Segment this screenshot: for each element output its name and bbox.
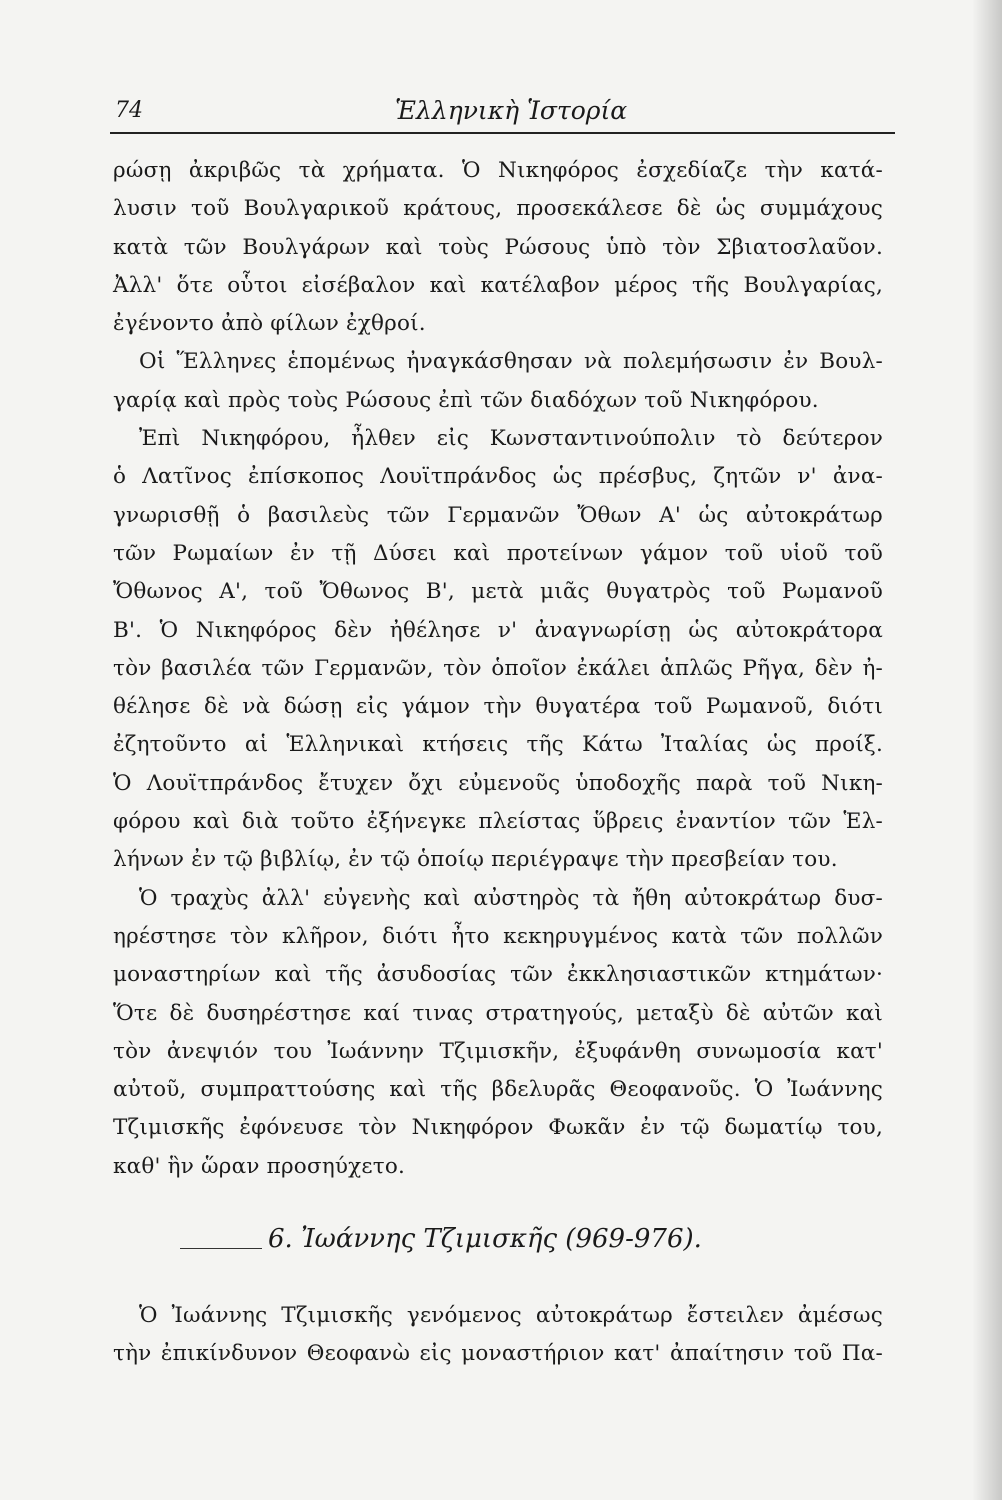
text-line: ηρέστησε τὸν κλῆρον, διότι ἦτο κεκηρυγμένος κατὰ τῶν πολλῶν [113, 923, 883, 949]
main-text [113, 152, 883, 1186]
text-line: κατὰ τῶν Βουλγάρων καὶ τοὺς Ρώσους ὑπὸ τὸν Σβιατοσλαῦον. [113, 234, 883, 260]
section-heading [180, 1220, 780, 1264]
text-line: μοναστηρίων καὶ τῆς ἀσυδοσίας τῶν ἐκκλησιαστικῶν κτημάτων· [113, 962, 883, 988]
page-header [115, 92, 885, 132]
text-line: Β'. Ὁ Νικηφόρος δὲν ἠθέλησε ν' ἀναγνωρίσῃ ὡς αὐτοκράτορα [113, 617, 883, 643]
text-line: τῶν Ρωμαίων ἐν τῇ Δύσει καὶ προτείνων γάμον τοῦ υἱοῦ τοῦ [113, 540, 883, 566]
text-line: Ὁ Ἰωάννης Τζιμισκῆς γενόμενος αὐτοκράτωρ ἔστειλεν ἀμέσως [139, 1303, 883, 1328]
running-title: Ἑλληνικὴ Ἱστορία [395, 96, 628, 125]
text-line: τὴν ἐπικίνδυνον Θεοφανὼ εἰς μοναστήριον κατ' ἀπαίτησιν τοῦ Πα- [113, 1341, 883, 1367]
heading-rule [180, 1248, 262, 1249]
text-line: γαρίᾳ καὶ πρὸς τοὺς Ρώσους ἐπὶ τῶν διαδόχων τοῦ Νικηφόρου. [113, 387, 819, 413]
text-line: Ὁ τραχὺς ἀλλ' εὐγενὴς καὶ αὐστηρὸς τὰ ἤθη αὐτοκράτωρ δυσ- [139, 885, 883, 911]
text-line: καθ' ἣν ὥραν προσηύχετο. [113, 1153, 406, 1179]
text-line: λήνων ἐν τῷ βιβλίῳ, ἐν τῷ ὁποίῳ περιέγραψε τὴν πρεσβείαν του. [113, 847, 838, 873]
page-number: 74 [115, 98, 143, 123]
text-line: αὐτοῦ, συμπραττούσης καὶ τῆς βδελυρᾶς Θεοφανοῦς. Ὁ Ἰωάννης [113, 1077, 883, 1103]
text-line: γνωρισθῇ ὁ βασιλεὺς τῶν Γερμανῶν Ὄθων Α' ὡς αὐτοκράτωρ [113, 502, 883, 528]
text-line: τὸν ἀνεψιόν του Ἰωάννην Τζιμισκῆν, ἐξυφάνθη συνωμοσία κατ' [113, 1038, 883, 1064]
text-line: ρώσῃ ἀκριβῶς τὰ χρήματα. Ὁ Νικηφόρος ἐσχεδίαζε τὴν κατά- [113, 158, 883, 183]
text-line: ἐγένοντο ἀπὸ φίλων ἐχθροί. [113, 311, 426, 337]
text-line: ἐζητοῦντο αἱ Ἑλληνικαὶ κτήσεις τῆς Κάτω Ἰταλίας ὡς προίξ. [113, 732, 883, 758]
section-text [113, 1297, 883, 1374]
text-line: ὁ Λατῖνος ἐπίσκοπος Λουϊτπράνδος ὡς πρέσβυς, ζητῶν ν' ἀνα- [113, 464, 883, 490]
text-line: λυσιν τοῦ Βουλγαρικοῦ κράτους, προσεκάλεσε δὲ ὡς συμμάχους [113, 196, 883, 222]
text-line: τὸν βασιλέα τῶν Γερμανῶν, τὸν ὁποῖον ἐκάλει ἁπλῶς Ρῆγα, δὲν ἠ- [113, 655, 883, 681]
text-line: Τζιμισκῆς ἐφόνευσε τὸν Νικηφόρον Φωκᾶν ἐν τῷ δωματίῳ του, [113, 1115, 883, 1141]
header-rule [110, 132, 895, 134]
text-line: Ἀλλ' ὅτε οὗτοι εἰσέβαλον καὶ κατέλαβον μέρος τῆς Βουλγαρίας, [113, 272, 883, 298]
section-title: 6. Ἰωάννης Τζιμισκῆς (969-976). [268, 1224, 702, 1254]
text-line: φόρου καὶ διὰ τοῦτο ἐξήνεγκε πλείστας ὕβρεις ἐναντίον τῶν Ἑλ- [113, 809, 883, 835]
text-line: Ὁ Λουϊτπράνδος ἔτυχεν ὄχι εὐμενοῦς ὑποδοχῆς παρὰ τοῦ Νικη- [113, 770, 883, 796]
text-line: Ὄθωνος Α', τοῦ Ὄθωνος Β', μετὰ μιᾶς θυγατρὸς τοῦ Ρωμανοῦ [113, 579, 883, 605]
text-line: Οἱ Ἕλληνες ἑπομένως ἠναγκάσθησαν νὰ πολεμήσωσιν ἐν Βουλ- [139, 349, 883, 375]
text-line: Ἐπὶ Νικηφόρου, ἦλθεν εἰς Κωνσταντινούπολιν τὸ δεύτερον [139, 426, 883, 452]
text-line: Ὅτε δὲ δυσηρέστησε καί τινας στρατηγούς, μεταξὺ δὲ αὐτῶν καὶ [113, 1000, 883, 1026]
text-line: θέλησε δὲ νὰ δώσῃ εἰς γάμον τὴν θυγατέρα τοῦ Ρωμανοῦ, διότι [113, 694, 883, 720]
